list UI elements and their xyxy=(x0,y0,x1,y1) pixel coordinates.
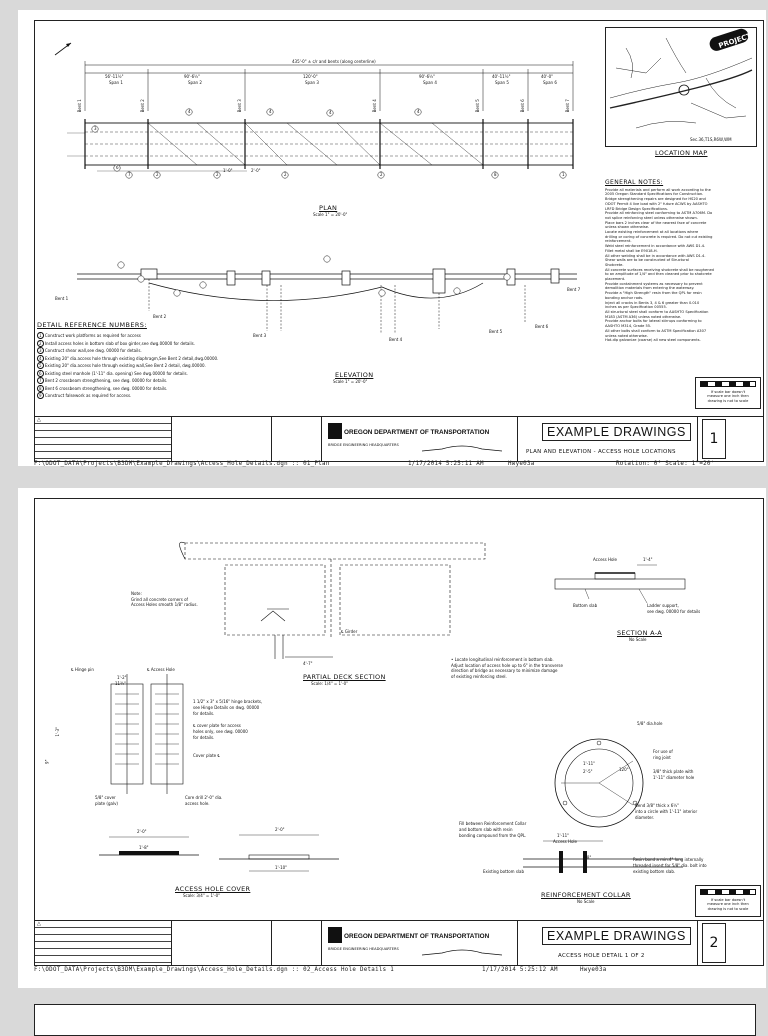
collar-dimension: 1'-11" xyxy=(583,761,596,766)
callout-number: 4 xyxy=(188,109,191,114)
drawing-sheet-3-partial xyxy=(34,1004,756,1036)
collar-label: 3/8" thick plate with xyxy=(653,769,694,774)
collar-label: For use of xyxy=(653,749,673,754)
odot-logo-icon xyxy=(328,927,342,943)
bent-label: Bent 1 xyxy=(76,99,82,113)
general-notes-body: Provide all materials and perform all work according to the 2005 Oregon Standard Specifications for Construction. Bridge strengthening repairs are designed for HS20 and ODOT Permit 4 live load with 2" future ACWS by AASHTO LRFD Bridge Design Specifications. Provide all reinforcing steel conforming to ASTM A706M. Do not splice reinforcing steel unless otherwise shown. Place bars 2 inches clear of the nearest face of concrete unless shown otherwise. Locate existing reinforcement at all locations where drilling or coring of concrete is required. Do not cut existing reinforcement. Weld steel reinforcement in accordance with AWS D1.4. Fillet metal shall be E9018-H. All other welding shall be in accordance with AWS D1.4. Shear walls are to be constructed of Structural Shotcrete. All concrete surfaces receiving shotcrete shall be roughened to an amplitude of 1/4" and then cleaned prior to shotcrete placement. Provide containment systems as necessary to prevent demolition materials from entering the waterway. Provide a "High Strength" resin from the QPL for resin bonding anchor rods. Inject all cracks in Bents 3, 4 & 6 greater than 0.010 inches as per Specification 00555. All structural steel shall conform to AASHTO Specification M183 (ASTM A36) unless noted otherwise. Provide anchor bolts for lateral stirrups conforming to AASHTO M314, Grade 55. All other bolts shall conform to ASTM Specification A307 unless noted otherwise. Hot-dip galvanize (coarse) all new steel components. xyxy=(605,187,714,343)
locate-reinforcement-note: • Locate longitudinal reinforcement in bottom slab. Adjust location of access hole up to 6" in the transverse direction of bridge as necessary to minimize damage of existing reinforcing steel. xyxy=(451,657,563,679)
callout-number: 4 xyxy=(329,110,332,115)
existing-slab-label: Existing bottom slab xyxy=(483,869,525,874)
reinforcement-collar-scale: No Scale xyxy=(577,899,595,904)
detail-reference-item: 5 Existing 20" dia.access hole through existing wall,See Bent 2 detail, dwg.00000. xyxy=(39,363,206,368)
callout-number: 2 xyxy=(380,172,383,177)
scale-warning-line: measure one inch then xyxy=(707,394,749,399)
callout-number: 8 xyxy=(494,172,497,177)
bent-label: Bent 4 xyxy=(371,99,377,113)
cover-dimension: 2'-0" xyxy=(137,829,147,834)
reinforcement-collar-title: REINFORCEMENT COLLAR xyxy=(541,891,631,899)
collar-label: 1'-11" diameter hole xyxy=(653,775,695,780)
title-block xyxy=(35,920,763,965)
drawing-title: ACCESS HOLE DETAIL 1 OF 2 xyxy=(558,953,645,959)
file-path: F:\ODOT_DATA\Projects\B3DM\Example_Drawings\Access_Hole_Details.dgn :: 02_Access Hole Details 1 xyxy=(34,967,395,973)
headquarters-name: BRIDGE ENGINEERING HEADQUARTERS xyxy=(328,947,399,951)
span-label: Span 2 xyxy=(188,80,202,85)
title-block-cell xyxy=(171,921,272,965)
odot-logo-icon xyxy=(328,423,342,439)
span-label: Span 4 xyxy=(423,80,437,85)
cover-plate-label: ℄ cover plate for access xyxy=(193,723,241,728)
cover-plate-centerline-label: Cover plate ℄ xyxy=(193,753,220,758)
access-hole-cover-drawing xyxy=(99,825,339,885)
collar-dimension: 2'-5" xyxy=(583,769,593,774)
access-hole-cover-scale: Scale: 3/4" = 1'-0" xyxy=(183,893,221,898)
location-map-drawing xyxy=(606,28,756,146)
elev-bent-label: Bent 5 xyxy=(489,329,503,334)
title-block-cell xyxy=(171,417,272,461)
collar-dimension: 1'-11" xyxy=(557,833,570,838)
scale-bar xyxy=(700,889,756,895)
bent-label: Bent 6 xyxy=(519,99,525,113)
sheet-frame xyxy=(34,20,764,462)
general-notes xyxy=(605,181,760,343)
resin-bond-label: Resin bond a min.4" long internally xyxy=(633,857,704,862)
section-aa-dimension: 1'-4" xyxy=(643,557,653,562)
agency-name: OREGON DEPARTMENT OF TRANSPORTATION xyxy=(344,429,490,436)
location-map xyxy=(605,27,757,147)
partial-deck-dimension: 4'-7" xyxy=(303,661,313,666)
elev-bent-label: Bent 6 xyxy=(535,324,549,329)
detail-reference-item: 1 Construct work platforms as required for access xyxy=(39,333,141,338)
access-hole-label: ℄ Access Hole xyxy=(147,667,175,672)
elev-bent-label: Bent 2 xyxy=(153,314,167,319)
headquarters-name: BRIDGE ENGINEERING HEADQUARTERS xyxy=(328,443,399,447)
title-block xyxy=(35,416,763,461)
partial-deck-scale: Scale: 1/4" = 1'-0" xyxy=(311,681,349,686)
scale-bar-box xyxy=(695,885,761,917)
bent-label: Bent 7 xyxy=(564,99,570,113)
core-drill-label: access hole. xyxy=(185,801,210,806)
detail-reference-item: 9 Construct falsework as required for access. xyxy=(39,393,132,398)
section-aa-title: SECTION A-A xyxy=(617,629,662,637)
drawing-title-block xyxy=(517,417,698,461)
example-drawings-stamp: EXAMPLE DRAWINGS xyxy=(542,423,691,441)
callout-number: 1 xyxy=(562,172,565,177)
agency-name: OREGON DEPARTMENT OF TRANSPORTATION xyxy=(344,933,490,940)
odot-logo-block xyxy=(321,921,518,965)
callout-number: 4 xyxy=(417,109,420,114)
collar-fill-label: bonding compound from the QPL. xyxy=(459,833,527,838)
hinge-bracket-label: see Hinge Details on dwg. 00000 xyxy=(193,705,260,710)
drawing-sheet-1 xyxy=(18,10,766,466)
spacing-label: 2'-0" xyxy=(251,168,261,173)
spacing-label: 1'-0" xyxy=(223,168,233,173)
collar-label: Bend 3/8" thick x 6½" xyxy=(635,803,680,808)
partial-deck-note: Note: Grind all concrete corners of Access Holes smooth 1/8" radius. xyxy=(131,591,198,607)
callout-number: 2 xyxy=(156,172,159,177)
revision-table xyxy=(35,921,171,965)
elevation-scale: Scale 1" = 20'-0" xyxy=(333,379,368,384)
span-label: Span 5 xyxy=(495,80,509,85)
span-dimension: 120'-0" xyxy=(303,74,318,79)
collar-dimension: 5/8" xyxy=(583,855,592,860)
drawing-title: PLAN AND ELEVATION - ACCESS HOLE LOCATIONS xyxy=(526,449,676,455)
plot-timestamp: 1/17/2014 5:25:11 AM xyxy=(408,461,484,467)
plan-dimension: 9" xyxy=(44,759,50,764)
elev-bent-label: Bent 7 xyxy=(567,287,581,292)
callout-number: 6 xyxy=(116,165,119,170)
collar-angle: 120° xyxy=(619,767,629,772)
girder-label: ℄ Girder xyxy=(341,629,358,634)
hinge-bracket-label: for details. xyxy=(193,711,215,716)
bent-label: Bent 5 xyxy=(474,99,480,113)
detail-reference-title: DETAIL REFERENCE NUMBERS: xyxy=(37,321,147,329)
span-dimension: 56'-11½" xyxy=(105,74,124,79)
detail-reference-item: 2 Install access holes in bottom slab of box girder,see dwg.00000 for details. xyxy=(39,340,195,346)
section-aa-label: Ladder support, xyxy=(647,603,679,608)
elev-bent-label: Bent 3 xyxy=(253,333,267,338)
scale-warning-line: drawing is not to scale xyxy=(707,398,749,403)
collar-fill-label: and bottom slab with resin xyxy=(459,827,513,832)
hinge-pin-label: ℄ Hinge pin xyxy=(71,667,94,672)
sheet-frame xyxy=(34,498,764,966)
access-hole-plan-drawing xyxy=(75,664,185,814)
collar-label: 5/8" dia.hole xyxy=(637,721,663,726)
overall-dimension: 435'-0" ± c/r and bents (along centerline) xyxy=(292,59,376,64)
bent-label: Bent 2 xyxy=(139,99,145,113)
plot-user: Hwye03a xyxy=(580,967,607,973)
section-aa-scale: No Scale xyxy=(629,637,647,642)
detail-reference-item: 6 Existing steel manhole (1'-11" dia. opening) See dwg.00000 for details. xyxy=(39,370,188,376)
sheet-number-block xyxy=(697,417,764,461)
callout-number: 4 xyxy=(269,109,272,114)
drawing-title-block xyxy=(517,921,698,965)
plan-dimension: 1'-3" xyxy=(54,727,60,737)
scale-warning-line: If scale bar doesn't xyxy=(710,390,746,394)
bridge-skyline-icon xyxy=(422,443,502,453)
revision-triangle-icon: △ xyxy=(37,921,41,927)
cover-plate-label: holes only, see dwg. 00000 xyxy=(193,729,248,734)
span-dimension: 90'-6½" xyxy=(419,74,435,79)
collar-label: into a circle with 1'-11" interior xyxy=(635,809,698,814)
scale-bar xyxy=(700,381,756,387)
cover-plate-label: 5/8" cover xyxy=(95,795,116,800)
detail-reference-item: 4 Existing 20" dia.access hole through existing diaphragm,See Bent 2 detail,dwg.00000. xyxy=(39,355,219,361)
plan-view xyxy=(37,21,597,217)
core-drill-label: Core drill 2'-0" dia. xyxy=(185,795,223,800)
plan-scale: Scale 1" = 20'-0" xyxy=(313,212,348,217)
drawing-sheet-2 xyxy=(18,488,766,988)
location-map-title: LOCATION MAP xyxy=(655,149,708,157)
elev-bent-label: Bent 1 xyxy=(55,296,69,301)
cover-dimension: 1'-8" xyxy=(139,845,149,850)
plan-title: PLAN xyxy=(319,204,338,212)
span-dimension: 40'-0" xyxy=(541,74,554,79)
cover-plate-label: plate (galv) xyxy=(95,801,118,806)
bent-label: Bent 3 xyxy=(236,99,242,113)
span-dimension: 40'-11½" xyxy=(492,74,511,79)
collar-fill-label: Fill between Reinforcement Collar xyxy=(459,821,527,826)
hinge-bracket-label: 1 1/2" x 3" x 5/16" hinge brackets, xyxy=(193,699,263,704)
general-notes-title: GENERAL NOTES: xyxy=(605,179,664,186)
title-block-cell xyxy=(271,417,322,461)
title-block-cell xyxy=(271,921,322,965)
resin-bond-label: existing bottom slab. xyxy=(633,869,676,874)
callout-number: 2 xyxy=(216,172,219,177)
project-label: PROJECT xyxy=(717,31,753,51)
callout-number: 2 xyxy=(284,172,287,177)
collar-label: diameter. xyxy=(635,815,655,820)
plot-rotation: Rotation: 0° Scale: 1"=20' xyxy=(616,461,715,467)
cover-dimension: 2'-0" xyxy=(275,827,285,832)
elevation-title: ELEVATION xyxy=(335,371,374,379)
access-hole-cover-title: ACCESS HOLE COVER xyxy=(175,885,251,893)
example-drawings-stamp: EXAMPLE DRAWINGS xyxy=(542,927,691,945)
location-map-caption: Sec.36,T1S,R6W,WM xyxy=(690,137,732,142)
span-label: Span 6 xyxy=(543,80,557,85)
sheet-number: 2 xyxy=(702,923,726,963)
section-aa-label: Bottom slab xyxy=(573,603,598,608)
scale-warning-line: If scale bar doesn't xyxy=(710,898,746,902)
odot-logo-block xyxy=(321,417,518,461)
bridge-skyline-icon xyxy=(422,947,502,957)
elev-bent-label: Bent 4 xyxy=(389,337,403,342)
detail-reference-item: 7 Bent 2 crossbeam strengthening, see dwg. 00000 for details. xyxy=(39,378,168,383)
scale-warning-line: drawing is not to scale xyxy=(707,906,749,911)
partial-deck-title: PARTIAL DECK SECTION xyxy=(303,673,386,681)
plot-user: Hwye03a xyxy=(508,461,535,467)
callout-number: 3 xyxy=(94,126,97,131)
revision-triangle-icon: △ xyxy=(37,417,41,423)
access-hole-label: Access Hole xyxy=(553,839,577,844)
detail-reference-item: 3 Construct shear wall,see dwg. 00000 for details. xyxy=(39,348,142,353)
detail-reference-list xyxy=(37,321,337,401)
plan-dimension: 11¾" xyxy=(115,681,126,686)
callout-number: 7 xyxy=(128,172,131,177)
scale-warning-line: measure one inch then xyxy=(707,902,749,907)
span-dimension: 90'-6½" xyxy=(184,74,200,79)
span-label: Span 3 xyxy=(305,80,319,85)
section-aa-label: see dwg. 00000 for details xyxy=(647,609,701,614)
plot-timestamp: 1/17/2014 5:25:12 AM xyxy=(482,967,558,973)
resin-bond-label: threaded insert for 5/8" dia. bolt into xyxy=(633,863,707,868)
cover-dimension: 1'-10" xyxy=(275,865,288,870)
section-aa-label: Access Hole xyxy=(593,557,617,562)
sheet-number: 1 xyxy=(702,419,726,459)
scale-bar-box xyxy=(695,377,761,409)
plan-drawing xyxy=(37,21,597,196)
span-label: Span 1 xyxy=(109,80,123,85)
cover-plate-label: for details. xyxy=(193,735,215,740)
plan-dimension: 1'-2" xyxy=(117,675,127,680)
detail-reference-item: 8 Bent 6 crossbeam strengthening, see dwg. 00000 for details. xyxy=(39,385,168,391)
collar-label: ring joint xyxy=(653,755,671,760)
sheet-number-block xyxy=(697,921,764,965)
revision-table xyxy=(35,417,171,461)
file-path: F:\ODOT_DATA\Projects\B3DM\Example_Drawings\Access_Hole_Details.dgn :: 01_Plan xyxy=(34,461,330,467)
